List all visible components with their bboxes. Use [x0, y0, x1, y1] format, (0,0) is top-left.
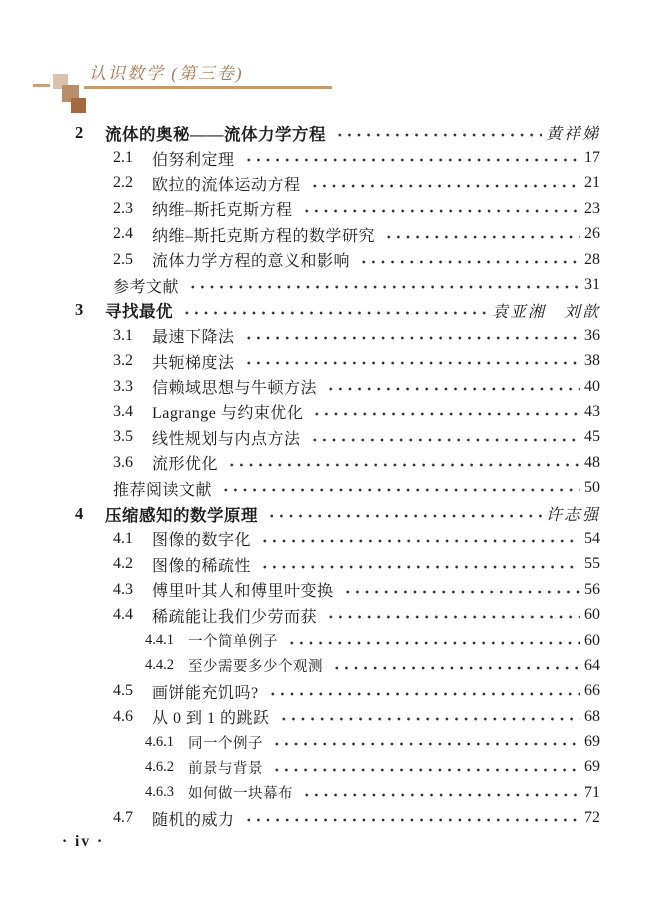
toc-entry — [75, 399, 600, 424]
dot-leader — [357, 247, 580, 272]
entry-number: 4.1 — [113, 529, 133, 547]
toc-list — [75, 120, 600, 831]
entry-page-number: 64 — [584, 656, 600, 674]
entry-number: 4.2 — [113, 555, 133, 573]
entry-title: 流形优化 — [152, 456, 219, 474]
dot-leader — [308, 425, 580, 450]
entry-number: 4.6.2 — [145, 758, 174, 775]
entry-title: 信赖域思想与牛顿方法 — [152, 380, 318, 398]
toc-entry — [75, 450, 600, 475]
toc-entry — [75, 552, 600, 577]
entry-number: 4.7 — [113, 809, 133, 827]
entry-number: 4.3 — [113, 580, 133, 598]
dot-leader — [265, 501, 542, 526]
entry-title: 欧拉的流体运动方程 — [152, 176, 301, 194]
dot-leader — [270, 755, 580, 780]
entry-number: 3.2 — [113, 352, 133, 370]
entry-number: 3.1 — [113, 326, 133, 344]
entry-page-number: 21 — [584, 174, 600, 192]
entry-title: 至少需要多少个观测 — [188, 659, 323, 676]
dot-leader — [258, 526, 580, 551]
entry-title: 参考文献 — [113, 278, 180, 296]
entry-title: 同一个例子 — [188, 735, 263, 752]
dot-leader — [180, 298, 488, 323]
page-header — [0, 0, 651, 120]
toc-entry — [75, 196, 600, 221]
dot-leader — [333, 120, 542, 145]
entry-page-number: 56 — [584, 580, 600, 598]
toc-entry — [75, 704, 600, 729]
toc-entry — [75, 806, 600, 831]
toc-entry — [75, 120, 600, 145]
dot-leader — [270, 729, 580, 754]
entry-page-number: 69 — [584, 758, 600, 776]
entry-title: 流体的奥秘——流体力学方程 — [105, 124, 326, 144]
entry-number: 3 — [75, 300, 84, 320]
entry-title: 流体力学方程的意义和影响 — [152, 253, 351, 271]
entry-title: Lagrange 与约束优化 — [152, 405, 304, 423]
entry-title: 线性规划与内点方法 — [152, 430, 301, 448]
page-number-footer: · iv · — [62, 833, 105, 850]
toc-entry — [75, 729, 600, 754]
entry-number: 2.1 — [113, 149, 133, 167]
toc-entry — [75, 222, 600, 247]
toc-entry — [75, 653, 600, 678]
logo-dash — [33, 84, 50, 87]
entry-number: 2.2 — [113, 174, 133, 192]
dot-leader — [382, 222, 580, 247]
entry-page-number: 68 — [584, 707, 600, 725]
header-rule — [84, 86, 332, 89]
entry-title: 傅里叶其人和傅里叶变换 — [152, 583, 334, 601]
entry-number: 4 — [75, 503, 84, 523]
entry-title: 纳维–斯托克斯方程的数学研究 — [152, 227, 376, 245]
entry-title: 图像的稀疏性 — [152, 557, 252, 575]
dot-leader — [324, 374, 580, 399]
entry-page-number: 45 — [584, 428, 600, 446]
dot-leader — [300, 780, 580, 805]
toc-entry — [75, 679, 600, 704]
entry-page-number: 31 — [584, 276, 600, 294]
entry-author: 许志强 — [545, 507, 600, 525]
entry-number: 3.6 — [113, 453, 133, 471]
toc-entry — [75, 602, 600, 627]
dot-leader — [242, 145, 580, 170]
toc-entry — [75, 628, 600, 653]
toc-entry — [75, 755, 600, 780]
entry-number: 4.4.1 — [145, 632, 174, 648]
entry-author: 袁亚湘 刘歆 — [491, 303, 600, 321]
entry-number: 4.6.3 — [145, 784, 174, 801]
entry-page-number: 60 — [584, 606, 600, 624]
entry-title: 如何做一块幕布 — [188, 786, 293, 803]
entry-number: 3.3 — [113, 377, 133, 395]
dot-leader — [258, 552, 580, 577]
entry-page-number: 17 — [584, 149, 600, 167]
entry-page-number: 40 — [584, 377, 600, 395]
entry-page-number: 72 — [584, 809, 600, 827]
entry-title: 图像的数字化 — [152, 532, 252, 550]
entry-title: 纳维–斯托克斯方程 — [152, 202, 293, 220]
entry-page-number: 69 — [584, 733, 600, 751]
entry-page-number: 26 — [584, 225, 600, 243]
entry-title: 伯努利定理 — [152, 151, 235, 169]
entry-page-number: 66 — [584, 682, 600, 700]
entry-number: 3.5 — [113, 428, 133, 446]
entry-title: 寻找最优 — [105, 302, 173, 322]
dot-leader — [219, 475, 580, 500]
entry-number: 2 — [75, 122, 84, 142]
entry-title: 一个简单例子 — [188, 634, 278, 650]
entry-title: 稀疏能让我们少劳而获 — [152, 608, 318, 626]
toc-entry — [75, 577, 600, 602]
entry-number: 4.5 — [113, 682, 133, 700]
entry-number: 2.4 — [113, 225, 133, 243]
entry-page-number: 23 — [584, 199, 600, 217]
dot-leader — [266, 679, 580, 704]
toc-entry — [75, 501, 600, 526]
entry-page-number: 50 — [584, 479, 600, 497]
entry-title: 从 0 到 1 的跳跃 — [152, 710, 270, 728]
book-title: 认识数学 (第三卷) — [89, 64, 244, 83]
toc-entry — [75, 323, 600, 348]
dot-leader — [308, 171, 580, 196]
entry-title: 压缩感知的数学原理 — [105, 505, 258, 525]
entry-page-number: 38 — [584, 352, 600, 370]
logo-square-dark — [71, 98, 86, 113]
toc-entry — [75, 374, 600, 399]
dot-leader — [300, 196, 580, 221]
dot-leader — [324, 602, 580, 627]
entry-page-number: 48 — [584, 453, 600, 471]
entry-number: 2.5 — [113, 250, 133, 268]
dot-leader — [341, 577, 580, 602]
entry-page-number: 60 — [584, 631, 600, 649]
entry-number: 2.3 — [113, 199, 133, 217]
dot-leader — [242, 806, 580, 831]
entry-title: 画饼能充饥吗? — [152, 684, 259, 702]
entry-title: 共轭梯度法 — [152, 354, 235, 372]
entry-title: 推荐阅读文献 — [113, 481, 213, 499]
toc-entry — [75, 247, 600, 272]
entry-page-number: 43 — [584, 402, 600, 420]
entry-number: 4.6 — [113, 707, 133, 725]
dot-leader — [285, 628, 580, 653]
entry-page-number: 54 — [584, 529, 600, 547]
entry-author: 黄祥娣 — [545, 126, 600, 144]
entry-title: 前景与背景 — [188, 760, 263, 777]
entry-number: 4.4.2 — [145, 657, 174, 674]
entry-page-number: 55 — [584, 555, 600, 573]
dot-leader — [242, 323, 580, 348]
entry-page-number: 71 — [584, 783, 600, 801]
entry-number: 4.6.1 — [145, 733, 174, 750]
dot-leader — [310, 399, 580, 424]
toc-entry — [75, 780, 600, 805]
dot-leader — [330, 653, 580, 678]
dot-leader — [225, 450, 580, 475]
toc-entry — [75, 425, 600, 450]
dot-leader — [242, 349, 580, 374]
entry-title: 最速下降法 — [152, 329, 235, 347]
toc-entry — [75, 171, 600, 196]
toc-entry — [75, 272, 600, 297]
toc-entry — [75, 298, 600, 323]
toc-entry — [75, 475, 600, 500]
toc-entry — [75, 349, 600, 374]
entry-title: 随机的威力 — [152, 811, 235, 829]
entry-number: 3.4 — [113, 402, 133, 420]
entry-page-number: 28 — [584, 250, 600, 268]
toc-entry — [75, 526, 600, 551]
dot-leader — [277, 704, 580, 729]
entry-page-number: 36 — [584, 326, 600, 344]
toc-entry — [75, 145, 600, 170]
dot-leader — [186, 272, 580, 297]
entry-number: 4.4 — [113, 606, 133, 624]
